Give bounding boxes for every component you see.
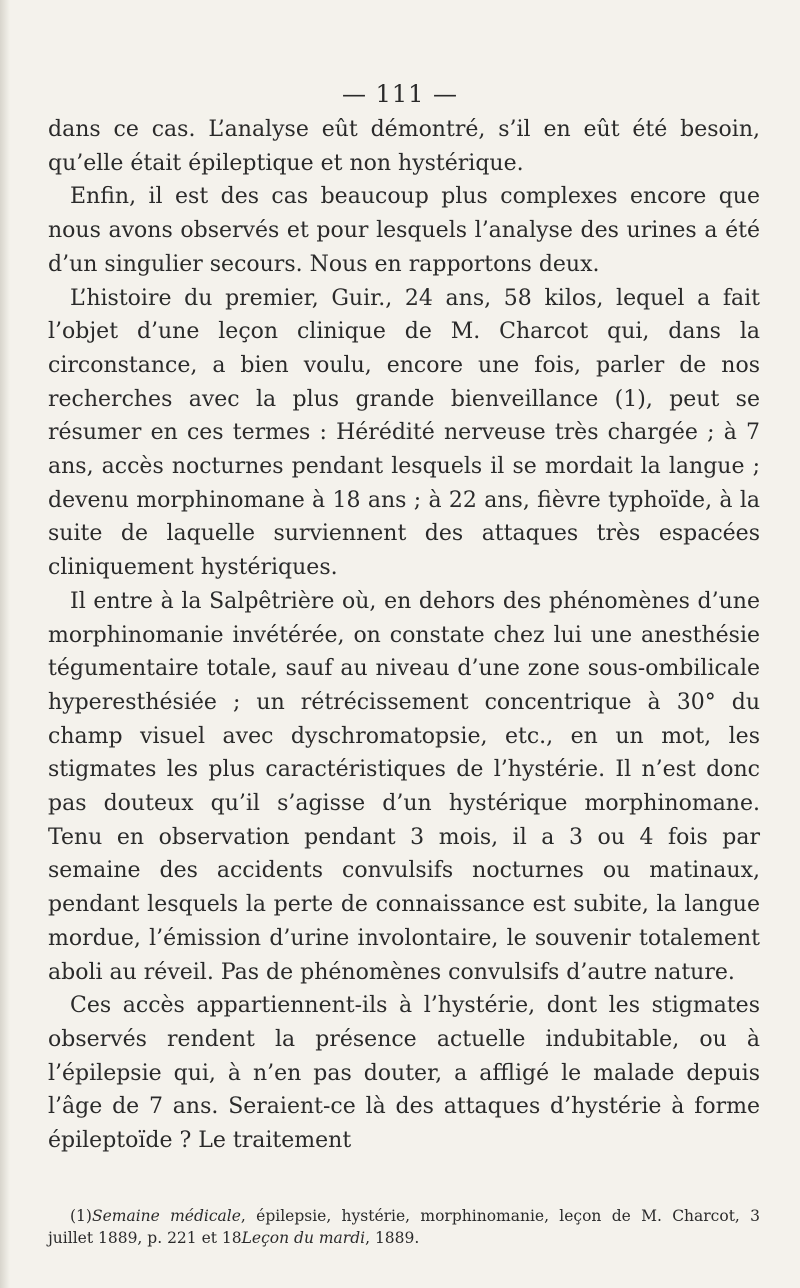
- paragraph-4: Il entre à la Salpêtrière où, en dehors des phénomènes d’une morphinomanie invétérée, on constate chez lui une anesthésie tégumentaire totale, sauf au niveau d’une zone sous-ombilicale hyperesthésiée ; un rétrécissement concentrique à 30° du champ visuel avec dyschromatopsie, etc., en un mot, les stigmates les plus caractéristiques de l’hystérie. Il n’est donc pas douteux qu’il s’agisse d’un hystérique morphinomane. Tenu en observation pendant 3 mois, il a 3 ou 4 fois par semaine des accidents convulsifs nocturnes ou matinaux, pendant lesquels la perte de connaissance est subite, la langue mordue, l’émission d’urine involontaire, le souvenir totalement aboli au réveil. Pas de phénomènes convulsifs d’autre nature.: [48, 588, 760, 985]
- paragraph-5: Ces accès appartiennent-ils à l’hystérie, dont les stigmates observés rendent la présence actuelle indubitable, ou à l’épilepsie qui, à n’en pas douter, a affligé le malade depuis l’âge de 7 ans. Seraient-ce là des attaques d’hystérie à forme épileptoïde ? Le traitement: [48, 993, 760, 1154]
- page-number: — 111 —: [341, 80, 459, 108]
- paragraph-2: Enfin, il est des cas beaucoup plus complexes encore que nous avons observés et pour lesquels l’analyse des urines a été d’un singulier secours. Nous en rapportons deux.: [48, 184, 760, 277]
- footnote-lesson-title: Leçon du mardi: [241, 1229, 366, 1247]
- footnote-journal-title: Semaine médicale: [91, 1207, 241, 1225]
- paragraph-1: dans ce cas. L’analyse eût démontré, s’il en eût été besoin, qu’elle était épileptique et non hystérique.: [48, 117, 760, 176]
- footnote-details: , épilepsie, hystérie, morphinomanie, leçon de M. Charcot, 3 juillet 1889, p. 221 et 18: [48, 1207, 761, 1247]
- footnote: [48, 1205, 760, 1249]
- page-edge-shadow: [0, 0, 10, 1288]
- footnote-marker: (1): [70, 1207, 92, 1225]
- body-text: [48, 113, 760, 1158]
- footnote-end: , 1889.: [365, 1229, 420, 1247]
- paragraph-3: L’histoire du premier, Guir., 24 ans, 58 kilos, lequel a fait l’objet d’une leçon clinique de M. Charcot qui, dans la circonstance, a bien voulu, encore une fois, parler de nos recherches avec la plus grande bienveillance (1), peut se résumer en ces termes : Hérédité nerveuse très chargée ; à 7 ans, accès nocturnes pendant lesquels il se mordait la langue ; devenu morphinomane à 18 ans ; à 22 ans, fièvre typhoïde, à la suite de laquelle surviennent des attaques très espacées cliniquement hystériques.: [48, 285, 760, 581]
